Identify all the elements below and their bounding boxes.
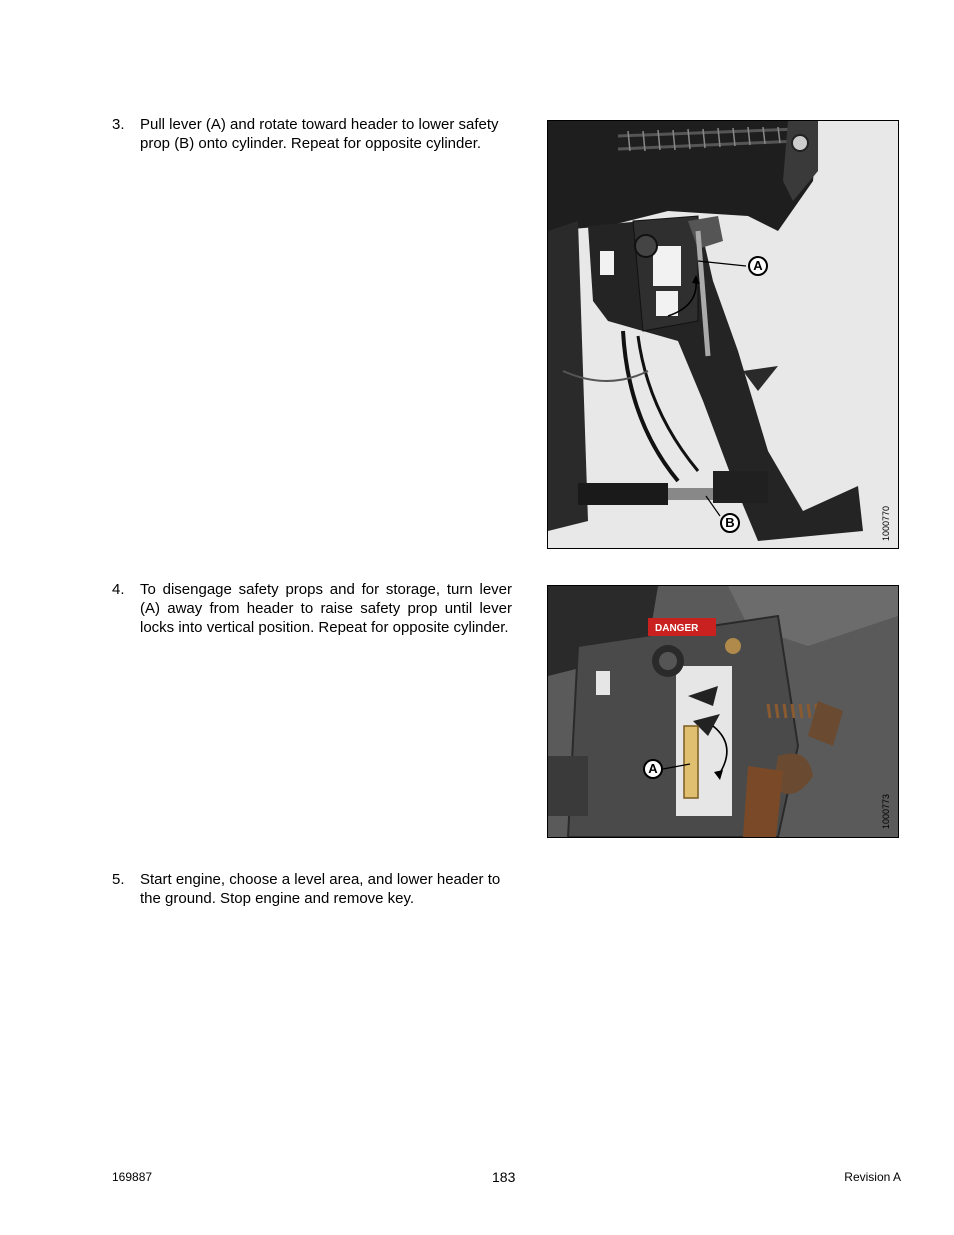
callout-a: A — [748, 256, 768, 276]
step-text: To disengage safety props and for storage, turn lever (A) away from header to raise safety prop until lever locks into vertical position. Repeat for opposite cylinder. — [140, 581, 512, 636]
figure-safety-prop-raised — [547, 585, 899, 838]
step-3 — [112, 115, 512, 153]
footer-revision: Revision A — [844, 1170, 901, 1184]
footer-page-number: 183 — [492, 1169, 516, 1185]
figure-id: 1000770 — [881, 505, 891, 541]
step-number: 5. — [112, 871, 125, 888]
step-5 — [112, 870, 512, 908]
step-4 — [112, 580, 512, 637]
step-text: Start engine, choose a level area, and lower header to the ground. Stop engine and remove key. — [140, 871, 501, 907]
callout-b: B — [720, 513, 740, 533]
figure-1-illustration — [548, 121, 898, 548]
danger-decal-text: DANGER — [655, 623, 699, 634]
figure-id: 1000773 — [881, 793, 891, 829]
step-text: Pull lever (A) and rotate toward header to lower safety prop (B) onto cylinder. Repeat for opposite cylinder. — [140, 116, 499, 152]
figure-2-illustration — [548, 586, 898, 837]
footer-doc-number: 169887 — [112, 1170, 153, 1184]
step-number: 4. — [112, 581, 125, 598]
step-number: 3. — [112, 116, 125, 133]
figure-safety-prop-lowered — [547, 120, 899, 549]
callout-a: A — [643, 759, 663, 779]
